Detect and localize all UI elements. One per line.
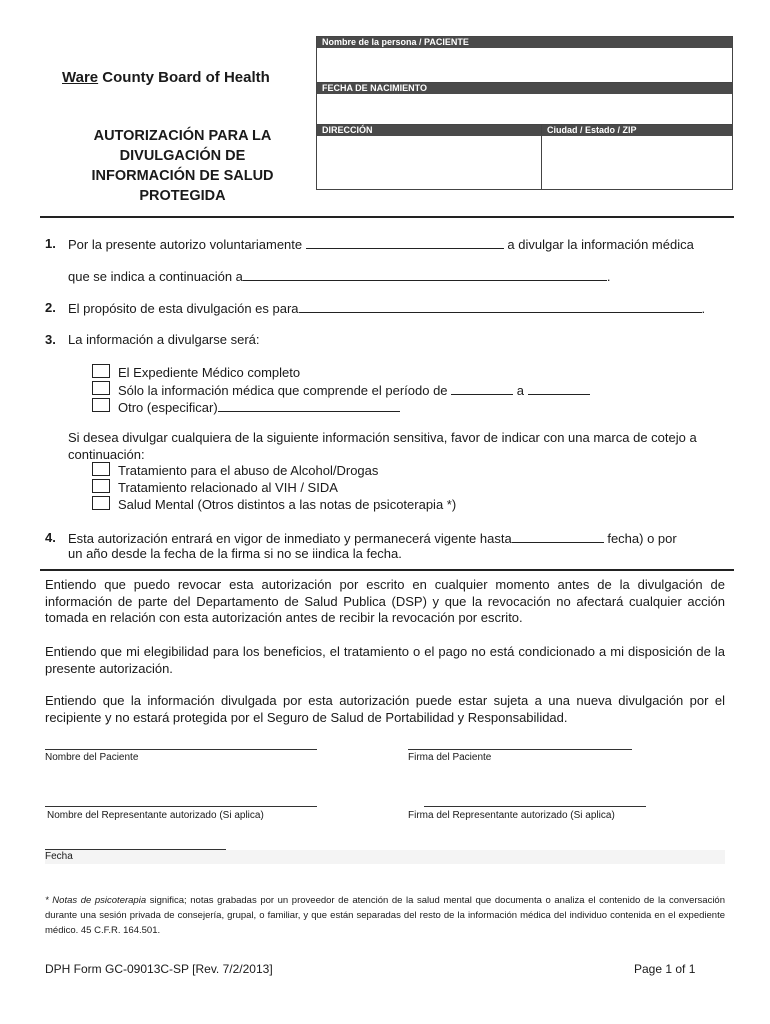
patient-name-field[interactable]: [316, 36, 733, 83]
patient-signature-label: Firma del Paciente: [408, 752, 492, 763]
checkbox-mental-health[interactable]: [92, 496, 110, 510]
item-4-tail: fecha) o por: [607, 531, 677, 546]
item-1-text: [68, 236, 694, 252]
checkbox-complete-record[interactable]: [92, 364, 110, 378]
form-title: [50, 126, 315, 206]
city-state-zip-label: Ciudad / Estado / ZIP: [542, 125, 732, 136]
option-period-to: a: [516, 383, 525, 398]
footnote-text: significa; notas grabadas por un proveedor de atención de la salud mental que documenta o analiza el contenido de la conversación durante una sesión privada de consejería, grupal, o familiar, y que están separadas del resto de la información médica del individuo contenida en el expediente médico. 45 C.F.R. 164.501.: [45, 895, 725, 936]
patient-signature-line[interactable]: [408, 749, 632, 750]
address-label: DIRECCIÓN: [317, 125, 541, 136]
recipient-blank[interactable]: [243, 268, 607, 281]
purpose-blank[interactable]: [299, 300, 702, 313]
item-1-lead: Por la presente autorizo voluntariamente: [68, 237, 303, 252]
birth-date-field[interactable]: [316, 82, 733, 125]
authorizer-blank[interactable]: [306, 236, 504, 249]
sensitive-mental-health: Salud Mental (Otros distintos a las notas de psicoterapia *): [118, 497, 457, 512]
county-name: Ware: [62, 69, 99, 86]
item-4-note: un año desde la fecha de la firma si no se iindica la fecha.: [68, 546, 402, 561]
item-2-label: El propósito de esta divulgación es para: [68, 301, 299, 316]
period-start-blank[interactable]: [451, 382, 513, 395]
item-number: 2.: [45, 300, 56, 315]
representative-signature-line[interactable]: [424, 806, 646, 807]
form-title-line: AUTORIZACIÓN PARA LA: [93, 128, 272, 144]
sensitive-intro: Si desea divulgar cualquiera de la siguiente información sensitiva, favor de indicar con una marca de cotejo a continuación:: [68, 430, 697, 462]
item-3-label: La información a divulgarse será:: [68, 332, 260, 347]
footnote-term: * Notas de psicoterapia: [45, 895, 147, 906]
sensitive-hiv-aids: Tratamiento relacionado al VIH / SIDA: [118, 480, 338, 495]
page-number: Page 1 of 1: [634, 962, 696, 976]
representative-name-label: Nombre del Representante autorizado (Si aplica): [47, 810, 264, 821]
item-number: 1.: [45, 236, 56, 251]
item-2-text: El propósito de esta divulgación es para .: [68, 301, 706, 316]
date-line[interactable]: [45, 849, 226, 850]
other-blank[interactable]: [218, 399, 400, 412]
item-1-recipient-label: que se indica a continuación a: [68, 269, 243, 284]
item-1-tail: a divulgar la información médica: [507, 237, 694, 252]
redisclosure-statement: Entiendo que la información divulgada por esta autorización puede estar sujeta a una nueva divulgación por el recipiente y no estará protegida por el Seguro de Salud de Portabilidad y Responsabilidad.: [45, 693, 725, 725]
board-name-rest: County Board of Health: [98, 69, 270, 86]
representative-name-line[interactable]: [45, 806, 317, 807]
form-id: DPH Form GC-09013C-SP [Rev. 7/2/2013]: [45, 962, 273, 976]
item-1-recipient: que se indica a continuación a .: [68, 269, 611, 284]
section-divider: [40, 569, 734, 571]
city-state-zip-field[interactable]: [541, 124, 733, 190]
patient-name-line[interactable]: [45, 749, 317, 750]
eligibility-statement: Entiendo que mi elegibilidad para los beneficios, el tratamiento o el pago no está condicionado a mi disposición de la presente autorización.: [45, 644, 725, 676]
option-period: [118, 382, 590, 398]
item-4-lead: Esta autorización entrará en vigor de inmediato y permanecerá vigente hasta: [68, 531, 512, 546]
representative-signature-label: Firma del Representante autorizado (Si aplica): [408, 810, 615, 821]
address-field[interactable]: [316, 124, 542, 190]
checkbox-alcohol-drugs[interactable]: [92, 462, 110, 476]
option-other-label: Otro (especificar): [118, 400, 218, 415]
board-name: [62, 69, 270, 86]
revocation-statement: Entiendo que puedo revocar esta autorización por escrito en cualquier momento antes de la divulgación de información de parte del Departamento de Salud Publica (DSP) y que la revocación no afectará cualquier acción tomada en relación con esta autorización antes de recibir la revocación por escrito.: [45, 577, 725, 625]
psychotherapy-footnote: [45, 893, 725, 938]
birth-date-label: FECHA DE NACIMIENTO: [317, 83, 732, 94]
sensitive-alcohol-drugs: Tratamiento para el abuso de Alcohol/Drogas: [118, 463, 379, 478]
option-period-label: Sólo la información médica que comprende el período de: [118, 383, 448, 398]
date-label: Fecha: [45, 851, 73, 862]
period-end-blank[interactable]: [528, 382, 590, 395]
header-divider: [40, 216, 734, 218]
form-title-line: INFORMACIÓN DE SALUD: [91, 168, 274, 184]
patient-name-label: Nombre del Paciente: [45, 752, 139, 763]
option-complete-record: El Expediente Médico completo: [118, 365, 301, 380]
patient-name-label: Nombre de la persona / PACIENTE: [317, 37, 732, 48]
item-number: 4.: [45, 530, 56, 545]
item-number: 3.: [45, 332, 56, 347]
date-row: [45, 850, 725, 864]
expiry-date-blank[interactable]: [512, 530, 604, 543]
item-4-text: [68, 530, 677, 546]
checkbox-period[interactable]: [92, 381, 110, 395]
checkbox-hiv-aids[interactable]: [92, 479, 110, 493]
option-other: [118, 399, 400, 415]
form-title-line: DIVULGACIÓN DE: [119, 148, 246, 164]
form-title-line: PROTEGIDA: [139, 188, 226, 204]
checkbox-other[interactable]: [92, 398, 110, 412]
